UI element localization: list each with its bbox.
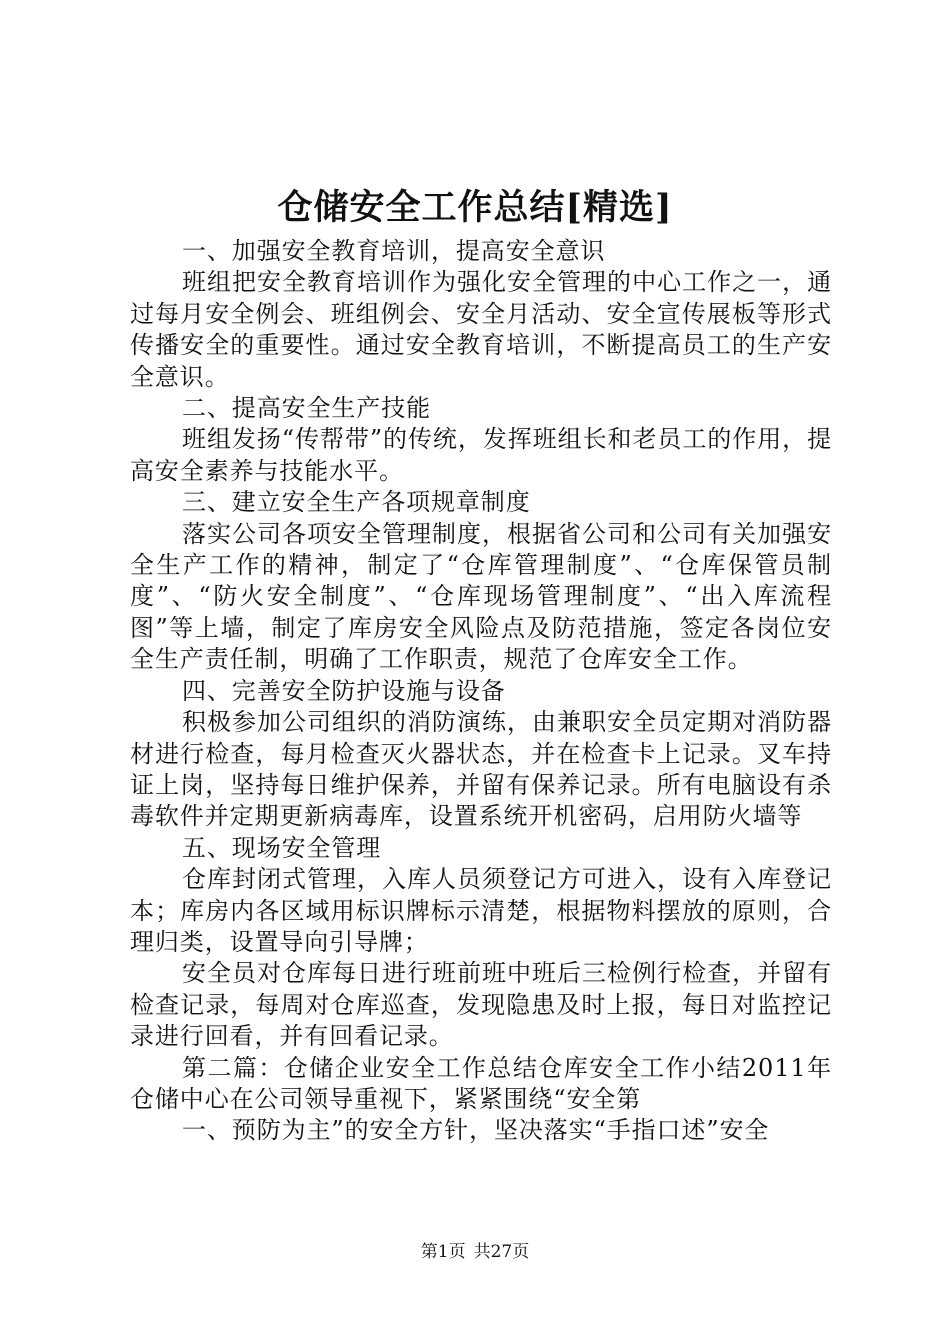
page-number: 第1页: [420, 1242, 466, 1262]
section-heading-4: 四、完善安全防护设施与设备: [182, 676, 506, 705]
body-paragraph-2: 班组发扬“传帮带”的传统，发挥班组长和老员工的作用，提高安全素养与技能水平。: [130, 425, 832, 485]
page-footer: [0, 1240, 950, 1264]
page-total: 共27页: [473, 1242, 530, 1262]
section-heading-1: 一、加强安全教育培训，提高安全意识: [182, 237, 606, 265]
section-heading-3: 三、建立安全生产各项规章制度: [182, 488, 531, 517]
body-paragraph-5: 仓库封闭式管理，入库人员须登记方可进入，设有入库登记本；库房内各区域用标识牌标示清楚，根据物料摆放的原则，合理归类，设置导向引导牌；: [130, 865, 832, 956]
body-paragraph-4: 积极参加公司组织的消防演练，由兼职安全员定期对消防器材进行检查，每月检查灭火器状态，并在检查卡上记录。叉车持证上岗，坚持每日维护保养，并留有保养记录。所有电脑设有杀毒软件并定期更新病毒库，设置系统开机密码，启用防火墙等: [130, 708, 832, 831]
document-title: 仓储安全工作总结[精选]: [277, 187, 673, 228]
body-paragraph-1: 班组把安全教育培训作为强化安全管理的中心工作之一，通过每月安全例会、班组例会、安全月活动、安全宣传展板等形式传播安全的重要性。通过安全教育培训，不断提高员工的生产安全意识。: [130, 268, 832, 391]
body-paragraph-8: 一、预防为主”的安全方针，坚决落实“手指口述”安全: [182, 1116, 770, 1145]
body-paragraph-7: 第二篇：仓储企业安全工作总结仓库安全工作小结2011年仓储中心在公司领导重视下，紧紧围绕“安全第: [130, 1053, 832, 1113]
body-paragraph-6: 安全员对仓库每日进行班前班中班后三检例行检查，并留有检查记录，每周对仓库巡查，发现隐患及时上报，每日对监控记录进行回看，并有回看记录。: [130, 959, 832, 1051]
section-heading-2: 二、提高安全生产技能: [182, 394, 431, 423]
document-body: [130, 236, 832, 1147]
body-paragraph-3: 落实公司各项安全管理制度，根据省公司和公司有关加强安全生产工作的精神，制定了“仓库管理制度”、“仓库保管员制度”、“防火安全制度”、“仓库现场管理制度”、“出入库流程图”等上墙，制定了库房安全风险点及防范措施，签定各岗位安全生产责任制，明确了工作职责，规范了仓库安全工作。: [130, 519, 832, 674]
section-heading-5: 五、现场安全管理: [182, 833, 382, 862]
